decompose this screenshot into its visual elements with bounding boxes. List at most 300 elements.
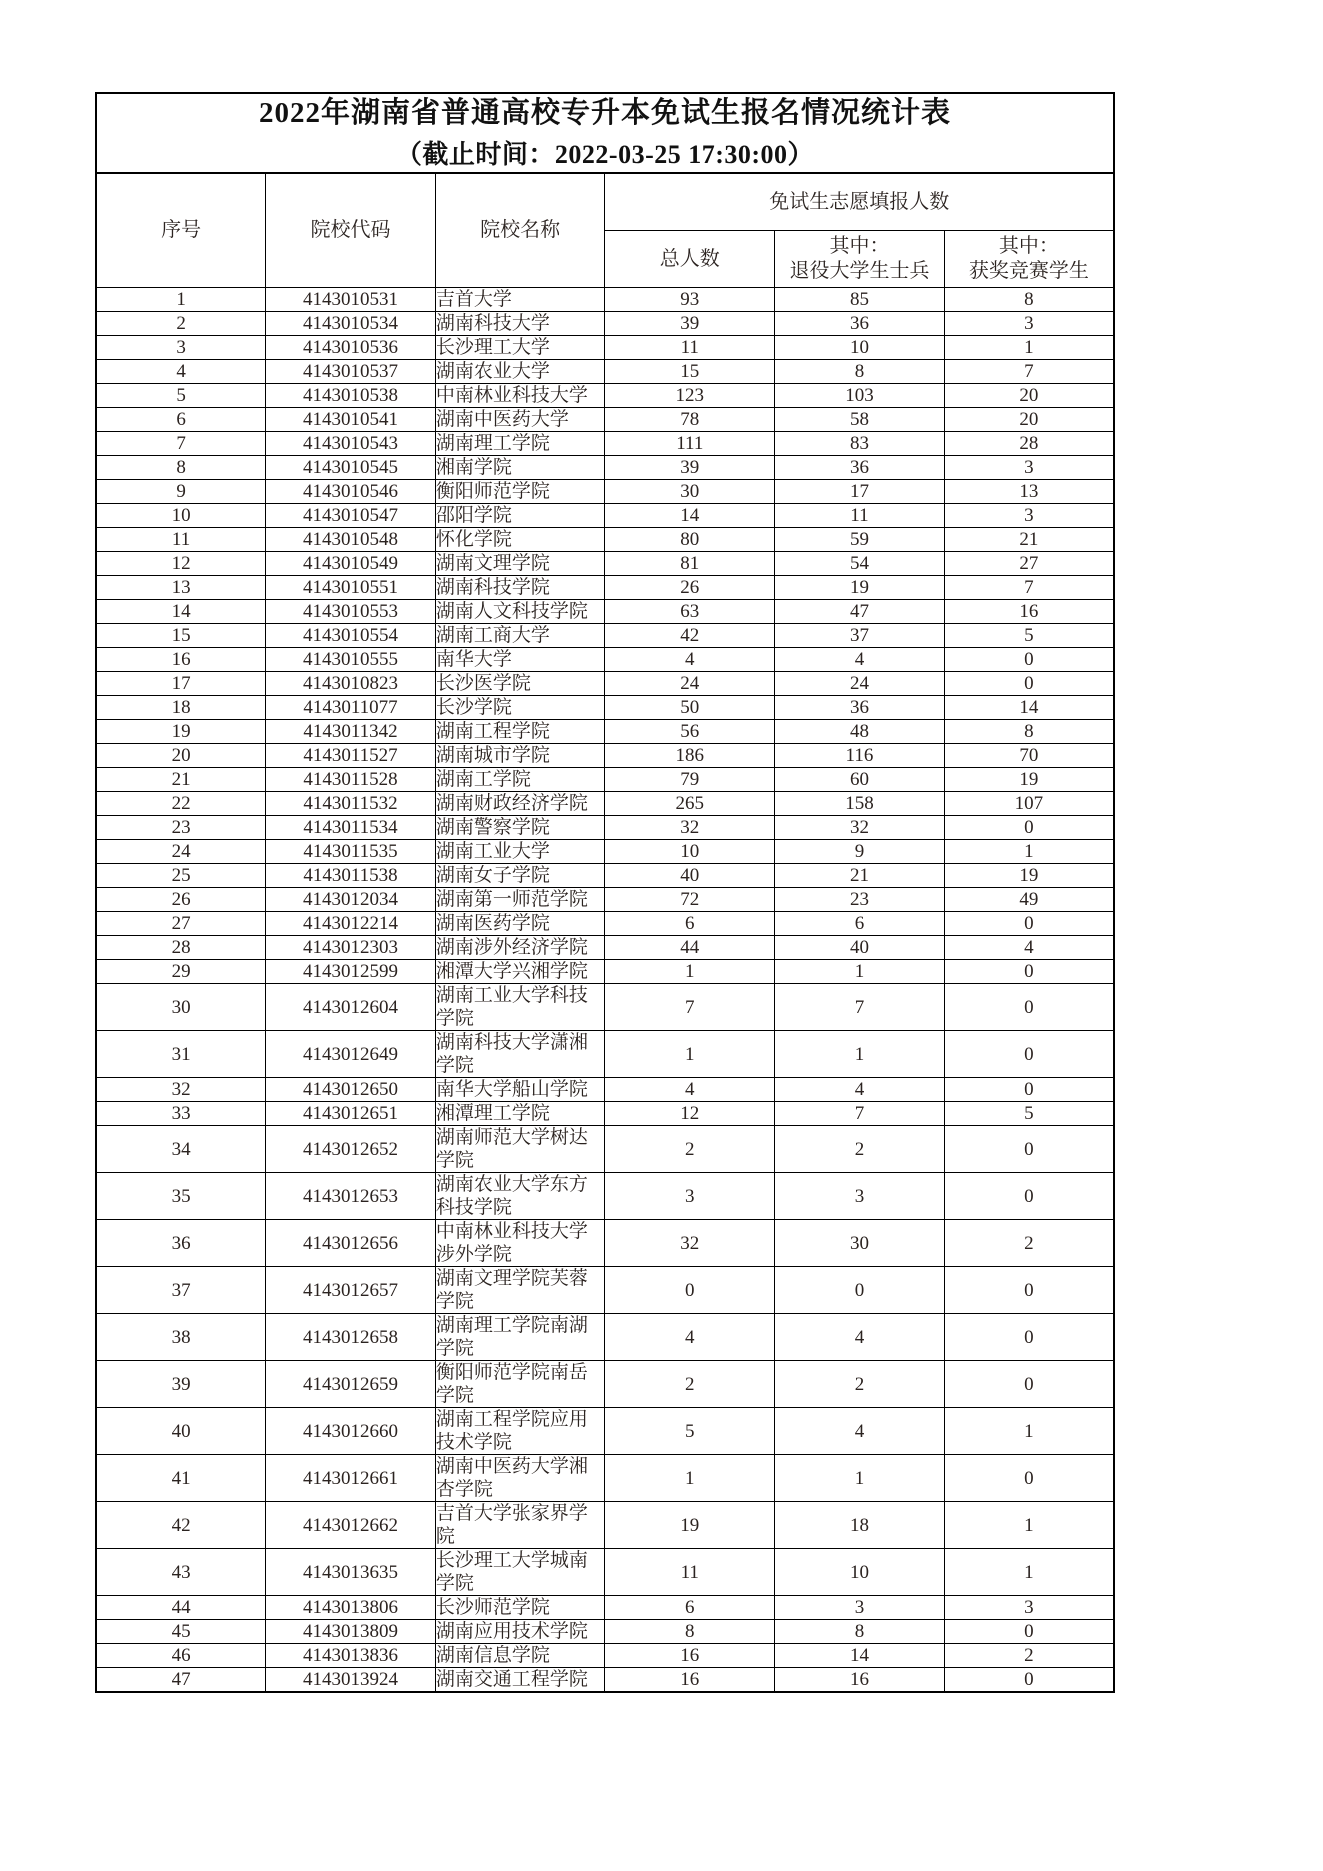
- cell-award-count: 0: [944, 984, 1114, 1031]
- header-veteran-students: [775, 231, 945, 288]
- cell-total-count: 1: [605, 1031, 775, 1078]
- cell-college-code: 4143010536: [266, 336, 436, 360]
- cell-total-count: 81: [605, 552, 775, 576]
- cell-award-count: 20: [944, 408, 1114, 432]
- table-row: [96, 432, 1114, 456]
- cell-college-name: 湖南师范大学树达学院: [435, 1126, 605, 1173]
- cell-index: 19: [96, 720, 266, 744]
- cell-award-count: 3: [944, 312, 1114, 336]
- table-row: [96, 984, 1114, 1031]
- table-row: [96, 384, 1114, 408]
- cell-award-count: 13: [944, 480, 1114, 504]
- cell-veteran-count: 23: [775, 888, 945, 912]
- table-row: [96, 1502, 1114, 1549]
- cell-college-name: 湖南城市学院: [435, 744, 605, 768]
- cell-award-count: 14: [944, 696, 1114, 720]
- cell-total-count: 265: [605, 792, 775, 816]
- cell-award-count: 19: [944, 768, 1114, 792]
- cell-college-name: 湘南学院: [435, 456, 605, 480]
- cell-total-count: 2: [605, 1126, 775, 1173]
- cell-college-name: 湖南财政经济学院: [435, 792, 605, 816]
- cell-total-count: 42: [605, 624, 775, 648]
- cell-index: 35: [96, 1173, 266, 1220]
- cell-index: 24: [96, 840, 266, 864]
- cell-college-code: 4143012658: [266, 1314, 436, 1361]
- cell-college-code: 4143012653: [266, 1173, 436, 1220]
- table-row: [96, 1126, 1114, 1173]
- page-title: 2022年湖南省普通高校专升本免试生报名情况统计表: [258, 97, 951, 129]
- cell-total-count: 7: [605, 984, 775, 1031]
- table-row: [96, 720, 1114, 744]
- cell-college-name: 中南林业科技大学涉外学院: [435, 1220, 605, 1267]
- cell-index: 29: [96, 960, 266, 984]
- cell-veteran-count: 17: [775, 480, 945, 504]
- table-row: [96, 360, 1114, 384]
- header-award-line1: 其中：: [998, 235, 1059, 258]
- cell-index: 26: [96, 888, 266, 912]
- cell-veteran-count: 116: [775, 744, 945, 768]
- cell-index: 43: [96, 1549, 266, 1596]
- table-row: [96, 768, 1114, 792]
- cell-college-name: 湖南医药学院: [435, 912, 605, 936]
- cell-index: 8: [96, 456, 266, 480]
- cell-veteran-count: 1: [775, 1031, 945, 1078]
- cell-award-count: 27: [944, 552, 1114, 576]
- header-index: 序号: [96, 173, 266, 288]
- cell-award-count: 0: [944, 1173, 1114, 1220]
- cell-college-name: 湖南科技学院: [435, 576, 605, 600]
- cell-veteran-count: 4: [775, 1078, 945, 1102]
- cell-award-count: 3: [944, 504, 1114, 528]
- table-row: [96, 696, 1114, 720]
- cell-college-code: 4143010546: [266, 480, 436, 504]
- table-row: [96, 1596, 1114, 1620]
- cell-award-count: 49: [944, 888, 1114, 912]
- cell-college-code: 4143011538: [266, 864, 436, 888]
- cell-college-name: 长沙学院: [435, 696, 605, 720]
- cell-college-code: 4143010549: [266, 552, 436, 576]
- table-row: [96, 1361, 1114, 1408]
- cell-award-count: 28: [944, 432, 1114, 456]
- cell-award-count: 0: [944, 1078, 1114, 1102]
- cell-index: 13: [96, 576, 266, 600]
- cell-total-count: 1: [605, 1455, 775, 1502]
- cell-award-count: 1: [944, 1502, 1114, 1549]
- cell-index: 15: [96, 624, 266, 648]
- cell-college-name: 湖南工程学院: [435, 720, 605, 744]
- cell-total-count: 30: [605, 480, 775, 504]
- cell-college-code: 4143013809: [266, 1620, 436, 1644]
- table-row: [96, 1031, 1114, 1078]
- cell-college-code: 4143012652: [266, 1126, 436, 1173]
- cell-index: 6: [96, 408, 266, 432]
- cell-index: 25: [96, 864, 266, 888]
- cell-award-count: 0: [944, 1668, 1114, 1693]
- table-row: [96, 1220, 1114, 1267]
- header-college-name: 院校名称: [435, 173, 605, 288]
- cell-veteran-count: 36: [775, 696, 945, 720]
- table-row: [96, 1644, 1114, 1668]
- cell-college-code: 4143011534: [266, 816, 436, 840]
- cell-award-count: 1: [944, 336, 1114, 360]
- cell-veteran-count: 11: [775, 504, 945, 528]
- cell-award-count: 7: [944, 360, 1114, 384]
- cell-total-count: 16: [605, 1644, 775, 1668]
- cell-index: 30: [96, 984, 266, 1031]
- cell-veteran-count: 4: [775, 1408, 945, 1455]
- cell-college-code: 4143012599: [266, 960, 436, 984]
- page-subtitle: （截止时间：2022-03-25 17:30:00）: [395, 140, 815, 170]
- cell-award-count: 0: [944, 648, 1114, 672]
- cell-veteran-count: 16: [775, 1668, 945, 1693]
- cell-award-count: 2: [944, 1220, 1114, 1267]
- table-row: [96, 648, 1114, 672]
- cell-college-name: 南华大学船山学院: [435, 1078, 605, 1102]
- header-award-students: [944, 231, 1114, 288]
- cell-total-count: 79: [605, 768, 775, 792]
- cell-college-name: 邵阳学院: [435, 504, 605, 528]
- table-row: [96, 1078, 1114, 1102]
- title-row: [96, 93, 1114, 173]
- table-row: [96, 960, 1114, 984]
- cell-college-name: 湖南文理学院: [435, 552, 605, 576]
- cell-college-name: 湖南应用技术学院: [435, 1620, 605, 1644]
- cell-index: 47: [96, 1668, 266, 1693]
- cell-award-count: 16: [944, 600, 1114, 624]
- cell-index: 44: [96, 1596, 266, 1620]
- cell-index: 42: [96, 1502, 266, 1549]
- cell-college-name: 湖南人文科技学院: [435, 600, 605, 624]
- cell-index: 10: [96, 504, 266, 528]
- statistics-sheet: [95, 92, 1115, 1693]
- cell-veteran-count: 9: [775, 840, 945, 864]
- cell-index: 46: [96, 1644, 266, 1668]
- cell-college-code: 4143010551: [266, 576, 436, 600]
- cell-total-count: 16: [605, 1668, 775, 1693]
- cell-total-count: 32: [605, 816, 775, 840]
- cell-veteran-count: 1: [775, 960, 945, 984]
- cell-index: 14: [96, 600, 266, 624]
- cell-college-name: 湖南工业大学科技学院: [435, 984, 605, 1031]
- table-row: [96, 936, 1114, 960]
- cell-college-name: 吉首大学: [435, 288, 605, 312]
- table-row: [96, 1102, 1114, 1126]
- table-row: [96, 504, 1114, 528]
- cell-college-code: 4143011528: [266, 768, 436, 792]
- table-row: [96, 312, 1114, 336]
- cell-index: 1: [96, 288, 266, 312]
- cell-total-count: 12: [605, 1102, 775, 1126]
- cell-veteran-count: 83: [775, 432, 945, 456]
- cell-college-code: 4143011532: [266, 792, 436, 816]
- cell-veteran-count: 85: [775, 288, 945, 312]
- cell-college-code: 4143010547: [266, 504, 436, 528]
- table-row: [96, 1408, 1114, 1455]
- cell-college-name: 湘潭理工学院: [435, 1102, 605, 1126]
- cell-college-code: 4143013806: [266, 1596, 436, 1620]
- cell-college-code: 4143012659: [266, 1361, 436, 1408]
- cell-college-name: 湖南信息学院: [435, 1644, 605, 1668]
- cell-index: 7: [96, 432, 266, 456]
- cell-college-name: 湖南中医药大学: [435, 408, 605, 432]
- cell-award-count: 20: [944, 384, 1114, 408]
- cell-college-name: 湖南理工学院南湖学院: [435, 1314, 605, 1361]
- cell-award-count: 1: [944, 1549, 1114, 1596]
- cell-veteran-count: 6: [775, 912, 945, 936]
- table-row: [96, 1314, 1114, 1361]
- cell-college-name: 长沙师范学院: [435, 1596, 605, 1620]
- table-row: [96, 624, 1114, 648]
- cell-college-name: 长沙理工大学: [435, 336, 605, 360]
- cell-veteran-count: 2: [775, 1126, 945, 1173]
- cell-total-count: 24: [605, 672, 775, 696]
- cell-index: 16: [96, 648, 266, 672]
- cell-award-count: 5: [944, 624, 1114, 648]
- cell-total-count: 0: [605, 1267, 775, 1314]
- table-row: [96, 288, 1114, 312]
- table-row: [96, 864, 1114, 888]
- cell-college-code: 4143010554: [266, 624, 436, 648]
- cell-veteran-count: 47: [775, 600, 945, 624]
- cell-index: 39: [96, 1361, 266, 1408]
- header-row-top: [96, 173, 1114, 231]
- cell-college-name: 湖南涉外经济学院: [435, 936, 605, 960]
- cell-veteran-count: 60: [775, 768, 945, 792]
- cell-college-code: 4143011077: [266, 696, 436, 720]
- cell-veteran-count: 3: [775, 1173, 945, 1220]
- cell-college-code: 4143012650: [266, 1078, 436, 1102]
- cell-total-count: 4: [605, 1314, 775, 1361]
- table-row: [96, 600, 1114, 624]
- cell-total-count: 6: [605, 912, 775, 936]
- cell-index: 34: [96, 1126, 266, 1173]
- cell-college-name: 湖南女子学院: [435, 864, 605, 888]
- cell-college-name: 湖南科技大学潇湘学院: [435, 1031, 605, 1078]
- cell-college-name: 湖南第一师范学院: [435, 888, 605, 912]
- cell-college-name: 吉首大学张家界学院: [435, 1502, 605, 1549]
- cell-veteran-count: 103: [775, 384, 945, 408]
- cell-college-name: 长沙医学院: [435, 672, 605, 696]
- cell-index: 17: [96, 672, 266, 696]
- cell-total-count: 8: [605, 1620, 775, 1644]
- cell-index: 18: [96, 696, 266, 720]
- cell-college-name: 湖南工商大学: [435, 624, 605, 648]
- cell-award-count: 4: [944, 936, 1114, 960]
- cell-college-name: 湖南文理学院芙蓉学院: [435, 1267, 605, 1314]
- cell-award-count: 2: [944, 1644, 1114, 1668]
- cell-veteran-count: 37: [775, 624, 945, 648]
- cell-award-count: 0: [944, 1455, 1114, 1502]
- cell-index: 27: [96, 912, 266, 936]
- cell-total-count: 10: [605, 840, 775, 864]
- cell-college-name: 湖南工业大学: [435, 840, 605, 864]
- cell-total-count: 186: [605, 744, 775, 768]
- cell-veteran-count: 14: [775, 1644, 945, 1668]
- cell-total-count: 5: [605, 1408, 775, 1455]
- table-body: [96, 93, 1114, 1692]
- cell-award-count: 8: [944, 720, 1114, 744]
- cell-college-name: 湖南工程学院应用技术学院: [435, 1408, 605, 1455]
- cell-college-code: 4143011527: [266, 744, 436, 768]
- cell-college-code: 4143013635: [266, 1549, 436, 1596]
- table-row: [96, 552, 1114, 576]
- cell-veteran-count: 36: [775, 312, 945, 336]
- cell-index: 36: [96, 1220, 266, 1267]
- header-college-code: 院校代码: [266, 173, 436, 288]
- cell-index: 4: [96, 360, 266, 384]
- cell-veteran-count: 32: [775, 816, 945, 840]
- table-row: [96, 528, 1114, 552]
- cell-index: 31: [96, 1031, 266, 1078]
- cell-award-count: 107: [944, 792, 1114, 816]
- table-row: [96, 456, 1114, 480]
- cell-college-code: 4143010823: [266, 672, 436, 696]
- cell-college-name: 长沙理工大学城南学院: [435, 1549, 605, 1596]
- table-row: [96, 1549, 1114, 1596]
- cell-college-code: 4143012214: [266, 912, 436, 936]
- cell-college-name: 湖南工学院: [435, 768, 605, 792]
- cell-index: 37: [96, 1267, 266, 1314]
- enrollment-statistics-table: [95, 92, 1115, 1693]
- cell-award-count: 1: [944, 840, 1114, 864]
- table-row: [96, 1173, 1114, 1220]
- cell-veteran-count: 7: [775, 984, 945, 1031]
- cell-total-count: 40: [605, 864, 775, 888]
- cell-veteran-count: 36: [775, 456, 945, 480]
- cell-college-name: 南华大学: [435, 648, 605, 672]
- cell-veteran-count: 7: [775, 1102, 945, 1126]
- cell-total-count: 32: [605, 1220, 775, 1267]
- cell-college-name: 湖南中医药大学湘杏学院: [435, 1455, 605, 1502]
- cell-veteran-count: 30: [775, 1220, 945, 1267]
- cell-college-name: 中南林业科技大学: [435, 384, 605, 408]
- cell-total-count: 4: [605, 648, 775, 672]
- cell-index: 38: [96, 1314, 266, 1361]
- cell-college-name: 怀化学院: [435, 528, 605, 552]
- table-row: [96, 1267, 1114, 1314]
- cell-award-count: 0: [944, 816, 1114, 840]
- cell-index: 45: [96, 1620, 266, 1644]
- cell-total-count: 11: [605, 336, 775, 360]
- cell-total-count: 93: [605, 288, 775, 312]
- cell-veteran-count: 1: [775, 1455, 945, 1502]
- cell-index: 20: [96, 744, 266, 768]
- cell-veteran-count: 54: [775, 552, 945, 576]
- table-row: [96, 840, 1114, 864]
- cell-veteran-count: 19: [775, 576, 945, 600]
- cell-index: 12: [96, 552, 266, 576]
- cell-college-code: 4143010541: [266, 408, 436, 432]
- cell-award-count: 0: [944, 1126, 1114, 1173]
- cell-college-name: 湖南科技大学: [435, 312, 605, 336]
- cell-award-count: 7: [944, 576, 1114, 600]
- cell-award-count: 0: [944, 960, 1114, 984]
- cell-college-code: 4143010553: [266, 600, 436, 624]
- cell-college-code: 4143013924: [266, 1668, 436, 1693]
- cell-college-code: 4143013836: [266, 1644, 436, 1668]
- cell-college-name: 衡阳师范学院南岳学院: [435, 1361, 605, 1408]
- cell-veteran-count: 4: [775, 1314, 945, 1361]
- cell-veteran-count: 21: [775, 864, 945, 888]
- header-award-line2: 获奖竞赛学生: [968, 260, 1089, 283]
- cell-index: 40: [96, 1408, 266, 1455]
- cell-total-count: 14: [605, 504, 775, 528]
- cell-award-count: 70: [944, 744, 1114, 768]
- header-veteran-line1: 其中：: [829, 235, 890, 258]
- cell-index: 3: [96, 336, 266, 360]
- table-row: [96, 816, 1114, 840]
- cell-veteran-count: 18: [775, 1502, 945, 1549]
- table-row: [96, 480, 1114, 504]
- cell-veteran-count: 2: [775, 1361, 945, 1408]
- table-row: [96, 744, 1114, 768]
- cell-college-name: 湘潭大学兴湘学院: [435, 960, 605, 984]
- cell-college-code: 4143012660: [266, 1408, 436, 1455]
- cell-college-code: 4143012303: [266, 936, 436, 960]
- table-row: [96, 408, 1114, 432]
- cell-award-count: 0: [944, 672, 1114, 696]
- cell-index: 21: [96, 768, 266, 792]
- cell-veteran-count: 3: [775, 1596, 945, 1620]
- cell-veteran-count: 24: [775, 672, 945, 696]
- cell-total-count: 4: [605, 1078, 775, 1102]
- cell-veteran-count: 8: [775, 1620, 945, 1644]
- cell-college-name: 湖南农业大学: [435, 360, 605, 384]
- cell-total-count: 78: [605, 408, 775, 432]
- header-veteran-line2: 退役大学生士兵: [789, 260, 930, 283]
- cell-total-count: 39: [605, 456, 775, 480]
- cell-total-count: 123: [605, 384, 775, 408]
- cell-total-count: 11: [605, 1549, 775, 1596]
- cell-index: 28: [96, 936, 266, 960]
- cell-index: 33: [96, 1102, 266, 1126]
- cell-index: 5: [96, 384, 266, 408]
- cell-college-code: 4143010534: [266, 312, 436, 336]
- cell-veteran-count: 8: [775, 360, 945, 384]
- cell-college-name: 湖南农业大学东方科技学院: [435, 1173, 605, 1220]
- cell-college-code: 4143010555: [266, 648, 436, 672]
- cell-college-code: 4143010548: [266, 528, 436, 552]
- cell-veteran-count: 40: [775, 936, 945, 960]
- cell-total-count: 26: [605, 576, 775, 600]
- cell-college-code: 4143010538: [266, 384, 436, 408]
- cell-college-code: 4143012604: [266, 984, 436, 1031]
- cell-index: 11: [96, 528, 266, 552]
- table-row: [96, 1455, 1114, 1502]
- table-row: [96, 1668, 1114, 1693]
- table-row: [96, 1620, 1114, 1644]
- cell-college-code: 4143012662: [266, 1502, 436, 1549]
- cell-award-count: 3: [944, 456, 1114, 480]
- table-row: [96, 912, 1114, 936]
- cell-college-name: 湖南理工学院: [435, 432, 605, 456]
- cell-award-count: 19: [944, 864, 1114, 888]
- cell-college-code: 4143011535: [266, 840, 436, 864]
- cell-college-code: 4143012657: [266, 1267, 436, 1314]
- cell-award-count: 0: [944, 912, 1114, 936]
- cell-college-name: 湖南交通工程学院: [435, 1668, 605, 1693]
- table-row: [96, 672, 1114, 696]
- cell-total-count: 39: [605, 312, 775, 336]
- cell-index: 32: [96, 1078, 266, 1102]
- cell-total-count: 15: [605, 360, 775, 384]
- cell-total-count: 6: [605, 1596, 775, 1620]
- cell-total-count: 111: [605, 432, 775, 456]
- cell-veteran-count: 4: [775, 648, 945, 672]
- cell-college-code: 4143010531: [266, 288, 436, 312]
- table-row: [96, 888, 1114, 912]
- cell-veteran-count: 0: [775, 1267, 945, 1314]
